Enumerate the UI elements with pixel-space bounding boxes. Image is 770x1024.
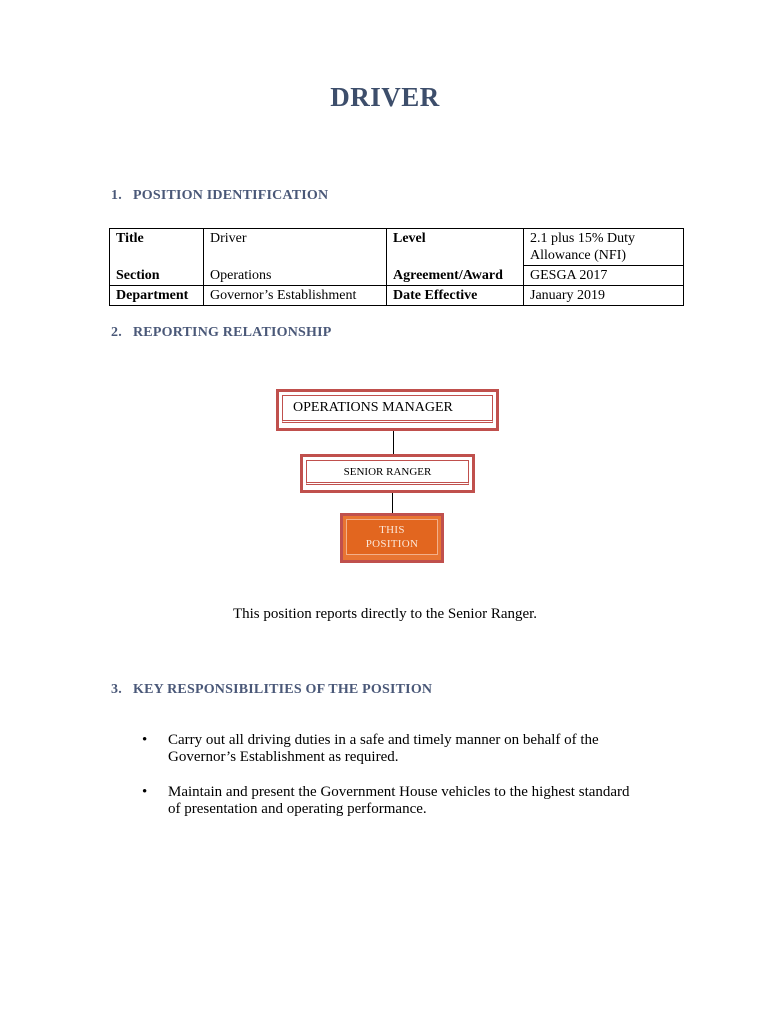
org-box-label [346, 519, 438, 555]
department-value: Governor’s Establishment [204, 286, 387, 306]
table-row [110, 266, 684, 286]
date-effective-value: January 2019 [524, 286, 684, 306]
level-value [524, 229, 684, 266]
section-label: POSITION IDENTIFICATION [133, 188, 329, 203]
org-box-operations-manager [276, 389, 499, 431]
bullet-icon: • [142, 784, 148, 800]
level-value-line: 2.1 plus 15% Duty [530, 231, 635, 246]
reporting-statement: This position reports directly to the Senior Ranger. [232, 606, 538, 622]
org-box-label: OPERATIONS MANAGER [282, 395, 493, 423]
responsibility-text: of presentation and operating performance. [168, 801, 427, 817]
section-label: REPORTING RELATIONSHIP [133, 325, 332, 340]
org-box-senior-ranger [300, 454, 475, 493]
title-label: Title [110, 229, 204, 266]
responsibility-text: Maintain and present the Government House vehicles to the highest standard [168, 784, 630, 800]
section-heading-position-identification [111, 188, 328, 204]
title-value: Driver [204, 229, 387, 266]
responsibility-text: Carry out all driving duties in a safe and timely manner on behalf of the [168, 732, 599, 748]
section-label: KEY RESPONSIBILITIES OF THE POSITION [133, 682, 433, 697]
department-label: Department [110, 286, 204, 306]
bullet-icon: • [142, 732, 148, 748]
section-number: 1. [111, 188, 122, 203]
org-box-label-line: POSITION [365, 538, 419, 550]
section-heading-key-responsibilities [111, 682, 432, 698]
org-box-label: SENIOR RANGER [306, 460, 469, 485]
table-row [110, 286, 684, 306]
responsibility-text: Governor’s Establishment as required. [168, 749, 399, 765]
date-effective-label: Date Effective [387, 286, 524, 306]
table-row [110, 229, 684, 266]
responsibilities-list [140, 732, 660, 836]
award-label: Agreement/Award [387, 266, 524, 286]
level-value-line: Allowance (NFI) [530, 248, 627, 263]
org-box-this-position [340, 513, 444, 563]
award-value: GESGA 2017 [524, 266, 684, 286]
section-number: 2. [111, 325, 122, 340]
org-box-label-line: THIS [379, 524, 405, 536]
position-identification-table [109, 228, 684, 306]
section-heading-reporting-relationship [111, 325, 332, 341]
level-label: Level [387, 229, 524, 266]
list-item [140, 732, 660, 766]
org-connector-line [393, 431, 394, 454]
section-number: 3. [111, 682, 122, 697]
list-item [140, 784, 660, 818]
section-label-cell: Section [110, 266, 204, 286]
org-connector-line [392, 493, 393, 513]
section-value: Operations [204, 266, 387, 286]
document-title: DRIVER [330, 82, 440, 112]
